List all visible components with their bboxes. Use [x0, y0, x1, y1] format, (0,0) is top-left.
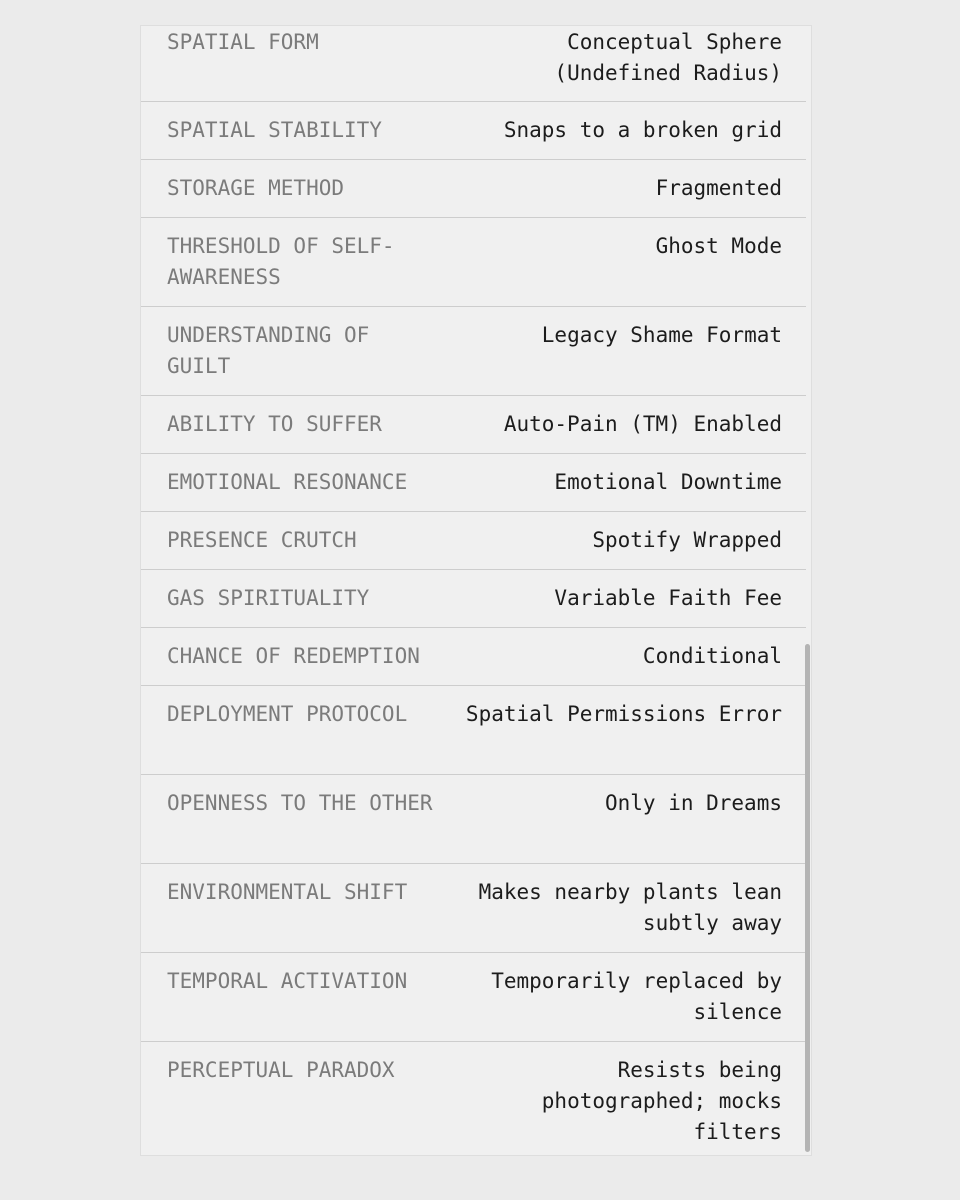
row-label: SPATIAL FORM — [167, 30, 319, 54]
scrollbar-thumb[interactable] — [805, 644, 810, 1152]
table-row — [141, 512, 806, 570]
row-label: THRESHOLD OF SELF-AWARENESS — [167, 234, 395, 289]
row-label: DEPLOYMENT PROTOCOL — [167, 702, 408, 726]
row-value: Snaps to a broken grid — [503, 118, 782, 142]
table-row — [141, 26, 806, 102]
row-value: Only in Dreams — [604, 791, 782, 815]
table-row — [141, 864, 806, 953]
row-label: OPENNESS TO THE OTHER — [167, 791, 433, 815]
table-row — [141, 396, 806, 454]
table-row — [141, 953, 806, 1042]
row-value: Auto-Pain (TM) Enabled — [503, 412, 782, 436]
row-label: PRESENCE CRUTCH — [167, 528, 357, 552]
row-label: EMOTIONAL RESONANCE — [167, 470, 408, 494]
row-label: UNDERSTANDING OF GUILT — [167, 323, 370, 378]
row-value: Conceptual Sphere (Undefined Radius) — [554, 30, 782, 85]
table-row — [141, 686, 806, 775]
row-value: Legacy Shame Format — [541, 323, 782, 347]
row-value: Spatial Permissions Error — [465, 702, 782, 726]
row-label: SPATIAL STABILITY — [167, 118, 382, 142]
row-label: ENVIRONMENTAL SHIFT — [167, 880, 408, 904]
row-value: Temporarily replaced by silence — [491, 969, 782, 1024]
row-value: Makes nearby plants lean subtly away — [478, 880, 782, 935]
row-label: ABILITY TO SUFFER — [167, 412, 382, 436]
row-label: GAS SPIRITUALITY — [167, 586, 370, 610]
row-label: PERCEPTUAL PARADOX — [167, 1058, 395, 1082]
table-row — [141, 307, 806, 396]
table-row — [141, 1042, 806, 1156]
row-label: TEMPORAL ACTIVATION — [167, 969, 408, 993]
vertical-scrollbar[interactable] — [804, 26, 811, 1155]
table-row — [141, 570, 806, 628]
row-value: Ghost Mode — [655, 234, 782, 258]
row-value: Fragmented — [655, 176, 782, 200]
row-value: Spotify Wrapped — [592, 528, 782, 552]
table-row — [141, 628, 806, 686]
table-row — [141, 160, 806, 218]
spec-table-panel — [140, 25, 812, 1156]
row-value: Conditional — [642, 644, 782, 668]
row-value: Emotional Downtime — [554, 470, 782, 494]
row-value: Resists being photographed; mocks filters — [541, 1058, 782, 1144]
table-row — [141, 454, 806, 512]
table-row — [141, 775, 806, 864]
row-value: Variable Faith Fee — [554, 586, 782, 610]
table-row — [141, 102, 806, 160]
row-label: CHANCE OF REDEMPTION — [167, 644, 420, 668]
table-row — [141, 218, 806, 307]
spec-table — [141, 26, 806, 1156]
row-label: STORAGE METHOD — [167, 176, 345, 200]
